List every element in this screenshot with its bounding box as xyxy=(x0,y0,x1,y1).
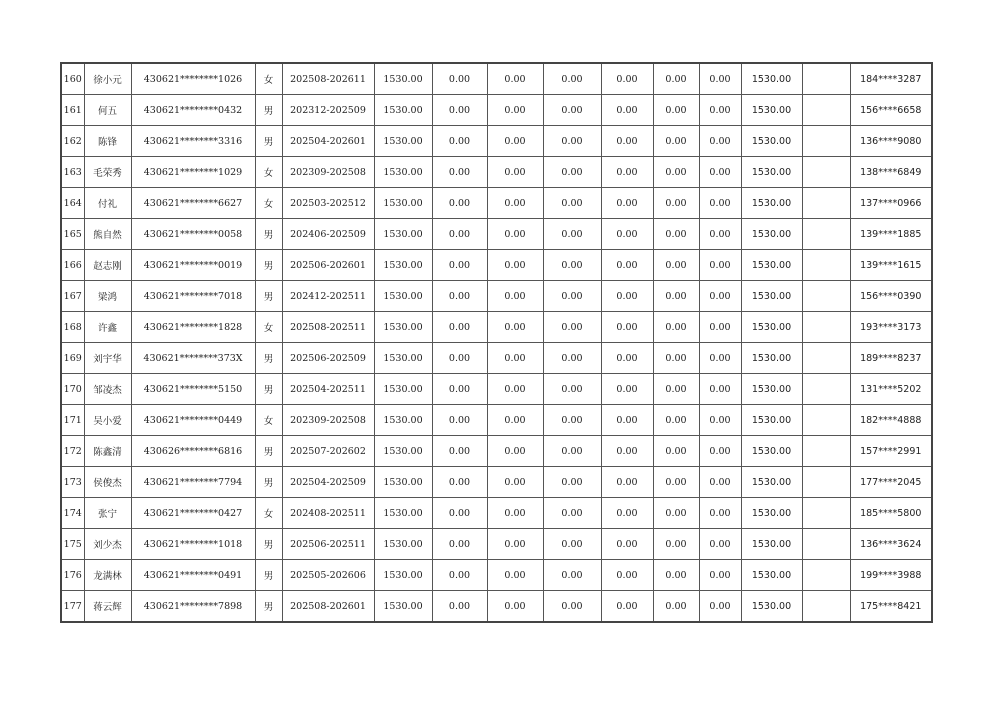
gender-cell: 女 xyxy=(255,188,282,219)
row-number-cell: 177 xyxy=(61,591,84,623)
value-cell: 0.00 xyxy=(601,281,653,312)
value-cell: 0.00 xyxy=(432,126,487,157)
phone-cell: 193****3173 xyxy=(850,312,932,343)
value-cell: 0.00 xyxy=(543,343,601,374)
value-cell: 0.00 xyxy=(653,126,699,157)
remark-cell xyxy=(802,188,850,219)
table-row xyxy=(61,560,932,591)
value-cell: 0.00 xyxy=(487,374,543,405)
phone-cell: 136****9080 xyxy=(850,126,932,157)
value-cell: 0.00 xyxy=(543,405,601,436)
value-cell: 0.00 xyxy=(543,436,601,467)
remark-cell xyxy=(802,157,850,188)
total-cell: 1530.00 xyxy=(741,529,802,560)
phone-cell: 185****5800 xyxy=(850,498,932,529)
remark-cell xyxy=(802,63,850,95)
remark-cell xyxy=(802,281,850,312)
period-cell: 202312-202509 xyxy=(282,95,374,126)
value-cell: 0.00 xyxy=(432,529,487,560)
phone-cell: 177****2045 xyxy=(850,467,932,498)
total-cell: 1530.00 xyxy=(741,126,802,157)
name-cell: 毛荣秀 xyxy=(84,157,131,188)
amount-cell: 1530.00 xyxy=(374,312,432,343)
period-cell: 202309-202508 xyxy=(282,405,374,436)
phone-cell: 184****3287 xyxy=(850,63,932,95)
table-row xyxy=(61,467,932,498)
row-number-cell: 165 xyxy=(61,219,84,250)
value-cell: 0.00 xyxy=(699,312,741,343)
value-cell: 0.00 xyxy=(699,498,741,529)
gender-cell: 男 xyxy=(255,436,282,467)
value-cell: 0.00 xyxy=(653,405,699,436)
period-cell: 202506-202509 xyxy=(282,343,374,374)
table-row xyxy=(61,126,932,157)
value-cell: 0.00 xyxy=(601,343,653,374)
value-cell: 0.00 xyxy=(432,405,487,436)
value-cell: 0.00 xyxy=(601,560,653,591)
gender-cell: 男 xyxy=(255,467,282,498)
value-cell: 0.00 xyxy=(432,219,487,250)
total-cell: 1530.00 xyxy=(741,312,802,343)
total-cell: 1530.00 xyxy=(741,250,802,281)
total-cell: 1530.00 xyxy=(741,188,802,219)
value-cell: 0.00 xyxy=(699,529,741,560)
value-cell: 0.00 xyxy=(653,95,699,126)
total-cell: 1530.00 xyxy=(741,157,802,188)
total-cell: 1530.00 xyxy=(741,281,802,312)
value-cell: 0.00 xyxy=(487,188,543,219)
value-cell: 0.00 xyxy=(543,188,601,219)
total-cell: 1530.00 xyxy=(741,219,802,250)
remark-cell xyxy=(802,436,850,467)
value-cell: 0.00 xyxy=(432,63,487,95)
phone-cell: 156****0390 xyxy=(850,281,932,312)
value-cell: 0.00 xyxy=(432,95,487,126)
id-number-cell: 430621********1828 xyxy=(131,312,255,343)
value-cell: 0.00 xyxy=(601,95,653,126)
value-cell: 0.00 xyxy=(543,312,601,343)
value-cell: 0.00 xyxy=(653,312,699,343)
total-cell: 1530.00 xyxy=(741,560,802,591)
phone-cell: 137****0966 xyxy=(850,188,932,219)
id-number-cell: 430621********7898 xyxy=(131,591,255,623)
name-cell: 徐小元 xyxy=(84,63,131,95)
amount-cell: 1530.00 xyxy=(374,157,432,188)
remark-cell xyxy=(802,343,850,374)
value-cell: 0.00 xyxy=(601,467,653,498)
id-number-cell: 430621********1026 xyxy=(131,63,255,95)
value-cell: 0.00 xyxy=(432,498,487,529)
value-cell: 0.00 xyxy=(487,405,543,436)
remark-cell xyxy=(802,250,850,281)
value-cell: 0.00 xyxy=(699,219,741,250)
phone-cell: 136****3624 xyxy=(850,529,932,560)
row-number-cell: 169 xyxy=(61,343,84,374)
value-cell: 0.00 xyxy=(653,63,699,95)
value-cell: 0.00 xyxy=(653,374,699,405)
id-number-cell: 430626********6816 xyxy=(131,436,255,467)
value-cell: 0.00 xyxy=(543,281,601,312)
remark-cell xyxy=(802,591,850,623)
period-cell: 202504-202511 xyxy=(282,374,374,405)
value-cell: 0.00 xyxy=(487,560,543,591)
gender-cell: 男 xyxy=(255,250,282,281)
value-cell: 0.00 xyxy=(487,126,543,157)
period-cell: 202504-202601 xyxy=(282,126,374,157)
name-cell: 张宁 xyxy=(84,498,131,529)
value-cell: 0.00 xyxy=(653,436,699,467)
table-row xyxy=(61,343,932,374)
value-cell: 0.00 xyxy=(601,188,653,219)
value-cell: 0.00 xyxy=(601,591,653,623)
value-cell: 0.00 xyxy=(699,281,741,312)
value-cell: 0.00 xyxy=(699,126,741,157)
id-number-cell: 430621********1018 xyxy=(131,529,255,560)
value-cell: 0.00 xyxy=(653,281,699,312)
total-cell: 1530.00 xyxy=(741,374,802,405)
remark-cell xyxy=(802,374,850,405)
gender-cell: 女 xyxy=(255,498,282,529)
period-cell: 202408-202511 xyxy=(282,498,374,529)
value-cell: 0.00 xyxy=(432,560,487,591)
id-number-cell: 430621********6627 xyxy=(131,188,255,219)
amount-cell: 1530.00 xyxy=(374,529,432,560)
gender-cell: 男 xyxy=(255,343,282,374)
phone-cell: 175****8421 xyxy=(850,591,932,623)
value-cell: 0.00 xyxy=(601,250,653,281)
remark-cell xyxy=(802,219,850,250)
value-cell: 0.00 xyxy=(699,95,741,126)
name-cell: 龙满林 xyxy=(84,560,131,591)
id-number-cell: 430621********0491 xyxy=(131,560,255,591)
name-cell: 付礼 xyxy=(84,188,131,219)
gender-cell: 男 xyxy=(255,374,282,405)
name-cell: 许鑫 xyxy=(84,312,131,343)
period-cell: 202406-202509 xyxy=(282,219,374,250)
table-row xyxy=(61,529,932,560)
period-cell: 202505-202606 xyxy=(282,560,374,591)
row-number-cell: 163 xyxy=(61,157,84,188)
id-number-cell: 430621********0427 xyxy=(131,498,255,529)
name-cell: 陈鑫清 xyxy=(84,436,131,467)
value-cell: 0.00 xyxy=(601,157,653,188)
amount-cell: 1530.00 xyxy=(374,560,432,591)
value-cell: 0.00 xyxy=(653,343,699,374)
amount-cell: 1530.00 xyxy=(374,405,432,436)
remark-cell xyxy=(802,405,850,436)
total-cell: 1530.00 xyxy=(741,436,802,467)
value-cell: 0.00 xyxy=(699,436,741,467)
gender-cell: 女 xyxy=(255,157,282,188)
value-cell: 0.00 xyxy=(487,95,543,126)
value-cell: 0.00 xyxy=(653,591,699,623)
gender-cell: 男 xyxy=(255,281,282,312)
remark-cell xyxy=(802,312,850,343)
row-number-cell: 173 xyxy=(61,467,84,498)
value-cell: 0.00 xyxy=(487,498,543,529)
row-number-cell: 167 xyxy=(61,281,84,312)
value-cell: 0.00 xyxy=(699,343,741,374)
row-number-cell: 172 xyxy=(61,436,84,467)
value-cell: 0.00 xyxy=(432,343,487,374)
remark-cell xyxy=(802,560,850,591)
period-cell: 202412-202511 xyxy=(282,281,374,312)
subsidy-table xyxy=(60,62,933,623)
table-row xyxy=(61,281,932,312)
period-cell: 202503-202512 xyxy=(282,188,374,219)
value-cell: 0.00 xyxy=(487,157,543,188)
total-cell: 1530.00 xyxy=(741,405,802,436)
total-cell: 1530.00 xyxy=(741,467,802,498)
period-cell: 202508-202511 xyxy=(282,312,374,343)
name-cell: 刘宇华 xyxy=(84,343,131,374)
period-cell: 202508-202601 xyxy=(282,591,374,623)
amount-cell: 1530.00 xyxy=(374,188,432,219)
period-cell: 202507-202602 xyxy=(282,436,374,467)
id-number-cell: 430621********7794 xyxy=(131,467,255,498)
gender-cell: 男 xyxy=(255,591,282,623)
table-row xyxy=(61,405,932,436)
value-cell: 0.00 xyxy=(543,157,601,188)
name-cell: 赵志刚 xyxy=(84,250,131,281)
phone-cell: 199****3988 xyxy=(850,560,932,591)
value-cell: 0.00 xyxy=(653,560,699,591)
row-number-cell: 168 xyxy=(61,312,84,343)
period-cell: 202506-202511 xyxy=(282,529,374,560)
value-cell: 0.00 xyxy=(653,498,699,529)
value-cell: 0.00 xyxy=(601,498,653,529)
amount-cell: 1530.00 xyxy=(374,343,432,374)
id-number-cell: 430621********0449 xyxy=(131,405,255,436)
amount-cell: 1530.00 xyxy=(374,126,432,157)
remark-cell xyxy=(802,126,850,157)
row-number-cell: 170 xyxy=(61,374,84,405)
gender-cell: 男 xyxy=(255,529,282,560)
gender-cell: 女 xyxy=(255,405,282,436)
row-number-cell: 160 xyxy=(61,63,84,95)
table-row xyxy=(61,312,932,343)
row-number-cell: 175 xyxy=(61,529,84,560)
row-number-cell: 164 xyxy=(61,188,84,219)
total-cell: 1530.00 xyxy=(741,95,802,126)
value-cell: 0.00 xyxy=(543,63,601,95)
value-cell: 0.00 xyxy=(699,560,741,591)
value-cell: 0.00 xyxy=(543,95,601,126)
value-cell: 0.00 xyxy=(432,157,487,188)
id-number-cell: 430621********0058 xyxy=(131,219,255,250)
phone-cell: 157****2991 xyxy=(850,436,932,467)
gender-cell: 男 xyxy=(255,219,282,250)
value-cell: 0.00 xyxy=(487,219,543,250)
name-cell: 熊自然 xyxy=(84,219,131,250)
row-number-cell: 161 xyxy=(61,95,84,126)
value-cell: 0.00 xyxy=(432,281,487,312)
value-cell: 0.00 xyxy=(543,374,601,405)
value-cell: 0.00 xyxy=(653,529,699,560)
phone-cell: 139****1615 xyxy=(850,250,932,281)
value-cell: 0.00 xyxy=(543,250,601,281)
table-row xyxy=(61,374,932,405)
id-number-cell: 430621********3316 xyxy=(131,126,255,157)
table-row xyxy=(61,188,932,219)
period-cell: 202504-202509 xyxy=(282,467,374,498)
phone-cell: 182****4888 xyxy=(850,405,932,436)
value-cell: 0.00 xyxy=(432,436,487,467)
value-cell: 0.00 xyxy=(432,467,487,498)
row-number-cell: 162 xyxy=(61,126,84,157)
table-body xyxy=(61,63,932,622)
amount-cell: 1530.00 xyxy=(374,63,432,95)
table-row xyxy=(61,63,932,95)
name-cell: 吴小爱 xyxy=(84,405,131,436)
value-cell: 0.00 xyxy=(699,405,741,436)
name-cell: 陈锋 xyxy=(84,126,131,157)
value-cell: 0.00 xyxy=(601,405,653,436)
value-cell: 0.00 xyxy=(487,312,543,343)
subsidy-table-page xyxy=(60,62,931,623)
value-cell: 0.00 xyxy=(487,591,543,623)
amount-cell: 1530.00 xyxy=(374,281,432,312)
value-cell: 0.00 xyxy=(543,126,601,157)
amount-cell: 1530.00 xyxy=(374,374,432,405)
id-number-cell: 430621********7018 xyxy=(131,281,255,312)
row-number-cell: 171 xyxy=(61,405,84,436)
value-cell: 0.00 xyxy=(601,529,653,560)
value-cell: 0.00 xyxy=(653,157,699,188)
value-cell: 0.00 xyxy=(487,250,543,281)
remark-cell xyxy=(802,529,850,560)
name-cell: 何五 xyxy=(84,95,131,126)
total-cell: 1530.00 xyxy=(741,63,802,95)
phone-cell: 131****5202 xyxy=(850,374,932,405)
gender-cell: 男 xyxy=(255,126,282,157)
value-cell: 0.00 xyxy=(653,250,699,281)
row-number-cell: 174 xyxy=(61,498,84,529)
value-cell: 0.00 xyxy=(487,63,543,95)
value-cell: 0.00 xyxy=(699,250,741,281)
value-cell: 0.00 xyxy=(487,281,543,312)
table-row xyxy=(61,591,932,623)
name-cell: 侯俊杰 xyxy=(84,467,131,498)
value-cell: 0.00 xyxy=(601,219,653,250)
name-cell: 刘少杰 xyxy=(84,529,131,560)
value-cell: 0.00 xyxy=(543,219,601,250)
value-cell: 0.00 xyxy=(543,498,601,529)
table-row xyxy=(61,498,932,529)
total-cell: 1530.00 xyxy=(741,498,802,529)
value-cell: 0.00 xyxy=(543,591,601,623)
table-row xyxy=(61,219,932,250)
table-row xyxy=(61,250,932,281)
value-cell: 0.00 xyxy=(699,63,741,95)
remark-cell xyxy=(802,498,850,529)
value-cell: 0.00 xyxy=(432,374,487,405)
value-cell: 0.00 xyxy=(432,188,487,219)
amount-cell: 1530.00 xyxy=(374,591,432,623)
gender-cell: 女 xyxy=(255,63,282,95)
value-cell: 0.00 xyxy=(543,560,601,591)
total-cell: 1530.00 xyxy=(741,591,802,623)
value-cell: 0.00 xyxy=(487,436,543,467)
value-cell: 0.00 xyxy=(543,467,601,498)
name-cell: 邹凌杰 xyxy=(84,374,131,405)
gender-cell: 男 xyxy=(255,95,282,126)
value-cell: 0.00 xyxy=(432,250,487,281)
value-cell: 0.00 xyxy=(653,467,699,498)
phone-cell: 139****1885 xyxy=(850,219,932,250)
value-cell: 0.00 xyxy=(699,188,741,219)
value-cell: 0.00 xyxy=(432,312,487,343)
gender-cell: 女 xyxy=(255,312,282,343)
phone-cell: 138****6849 xyxy=(850,157,932,188)
remark-cell xyxy=(802,95,850,126)
value-cell: 0.00 xyxy=(601,436,653,467)
name-cell: 蒋云辉 xyxy=(84,591,131,623)
row-number-cell: 176 xyxy=(61,560,84,591)
amount-cell: 1530.00 xyxy=(374,498,432,529)
amount-cell: 1530.00 xyxy=(374,436,432,467)
value-cell: 0.00 xyxy=(432,591,487,623)
value-cell: 0.00 xyxy=(601,63,653,95)
id-number-cell: 430621********5150 xyxy=(131,374,255,405)
value-cell: 0.00 xyxy=(653,219,699,250)
value-cell: 0.00 xyxy=(487,343,543,374)
value-cell: 0.00 xyxy=(653,188,699,219)
value-cell: 0.00 xyxy=(487,467,543,498)
id-number-cell: 430621********1029 xyxy=(131,157,255,188)
row-number-cell: 166 xyxy=(61,250,84,281)
table-row xyxy=(61,157,932,188)
amount-cell: 1530.00 xyxy=(374,250,432,281)
gender-cell: 男 xyxy=(255,560,282,591)
value-cell: 0.00 xyxy=(601,126,653,157)
table-row xyxy=(61,95,932,126)
amount-cell: 1530.00 xyxy=(374,95,432,126)
total-cell: 1530.00 xyxy=(741,343,802,374)
value-cell: 0.00 xyxy=(601,312,653,343)
remark-cell xyxy=(802,467,850,498)
value-cell: 0.00 xyxy=(543,529,601,560)
table-row xyxy=(61,436,932,467)
name-cell: 梁鸿 xyxy=(84,281,131,312)
id-number-cell: 430621********0432 xyxy=(131,95,255,126)
value-cell: 0.00 xyxy=(601,374,653,405)
period-cell: 202506-202601 xyxy=(282,250,374,281)
amount-cell: 1530.00 xyxy=(374,467,432,498)
period-cell: 202508-202611 xyxy=(282,63,374,95)
value-cell: 0.00 xyxy=(699,374,741,405)
value-cell: 0.00 xyxy=(699,591,741,623)
id-number-cell: 430621********373X xyxy=(131,343,255,374)
phone-cell: 156****6658 xyxy=(850,95,932,126)
value-cell: 0.00 xyxy=(487,529,543,560)
value-cell: 0.00 xyxy=(699,157,741,188)
period-cell: 202309-202508 xyxy=(282,157,374,188)
value-cell: 0.00 xyxy=(699,467,741,498)
id-number-cell: 430621********0019 xyxy=(131,250,255,281)
phone-cell: 189****8237 xyxy=(850,343,932,374)
amount-cell: 1530.00 xyxy=(374,219,432,250)
